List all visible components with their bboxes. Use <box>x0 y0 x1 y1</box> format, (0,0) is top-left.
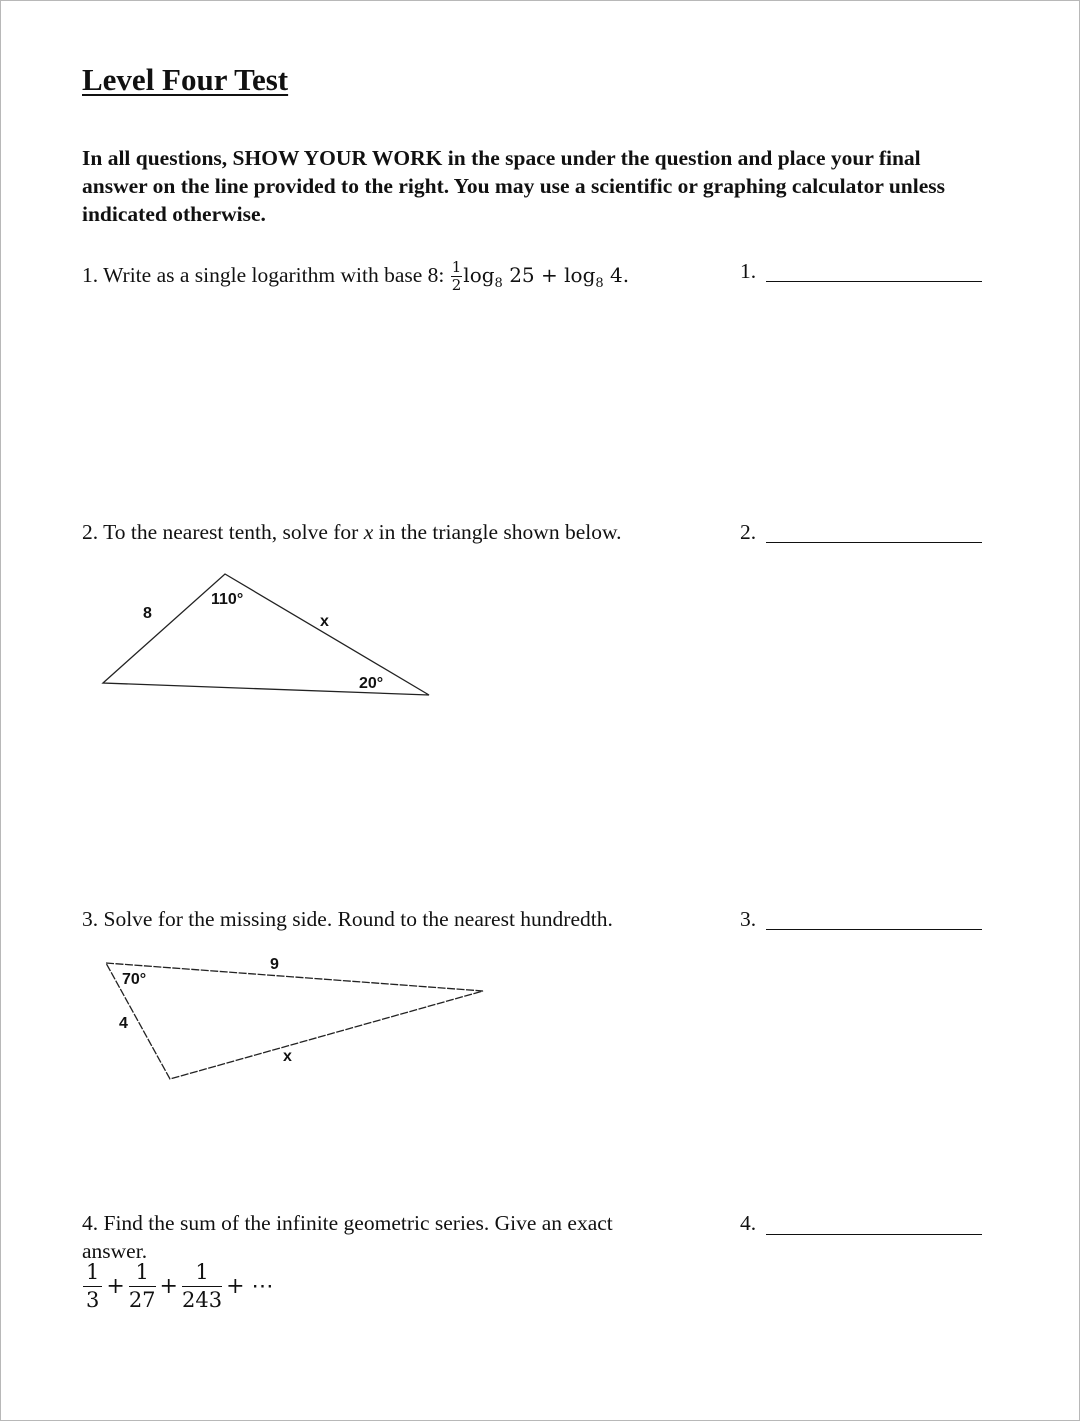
side-label-8: 8 <box>143 605 152 622</box>
side-label-4: 4 <box>119 1015 128 1032</box>
fraction-numerator: 1 <box>451 258 462 276</box>
term-numerator: 1 <box>83 1262 102 1287</box>
variable-x: x <box>363 520 374 544</box>
angle-label-70: 70° <box>122 971 147 988</box>
triangle-figure-q2 <box>95 565 440 705</box>
triangle-outline <box>106 963 483 1079</box>
triangle-figure-q3 <box>100 955 490 1090</box>
page-title: Level Four Test <box>82 62 289 97</box>
question-2-prompt: 2. To the nearest tenth, solve for <box>82 520 359 544</box>
answer-line-4[interactable] <box>766 1234 982 1235</box>
answer-line-1[interactable] <box>766 281 982 282</box>
answer-label-2 <box>740 518 764 546</box>
term-denominator: 3 <box>86 1288 100 1312</box>
question-1-math <box>450 258 630 294</box>
question-2-text <box>82 518 621 546</box>
side-label-x: x <box>320 613 329 630</box>
question-3-text: 3. Solve for the missing side. Round to the nearest hundredth. <box>82 907 613 931</box>
series-term-1 <box>83 1262 102 1311</box>
fraction-denominator: 2 <box>451 276 462 294</box>
plus-sign: + <box>106 1274 125 1299</box>
answer-number: 2. <box>740 520 757 544</box>
series-term-2 <box>129 1262 156 1311</box>
answer-line-2[interactable] <box>766 542 982 543</box>
side-label-9: 9 <box>270 956 279 973</box>
geometric-series <box>82 1262 277 1311</box>
term-numerator: 1 <box>129 1262 156 1287</box>
answer-number: 1. <box>740 259 757 283</box>
log-argument: 25 <box>509 263 535 287</box>
question-2-prompt-end: in the triangle shown below. <box>378 520 622 544</box>
log-argument: 4. <box>610 263 630 287</box>
term-denominator: 27 <box>128 1288 156 1312</box>
series-term-3 <box>182 1262 222 1311</box>
log-term: log <box>564 263 596 287</box>
question-4-text-line1: 4. Find the sum of the infinite geometric series. Give an exact <box>82 1211 613 1235</box>
instructions: In all questions, SHOW YOUR WORK in the space under the question and place your final answer on the line provided to the right. You may use a scientific or graphing calculator unless indicated otherwise. <box>82 146 946 226</box>
answer-number: 4. <box>740 1211 757 1235</box>
side-label-x: x <box>283 1048 292 1065</box>
question-4-text-line2: answer. <box>82 1239 148 1263</box>
log-term: log <box>463 263 495 287</box>
series-ellipsis: + ⋯ <box>226 1274 274 1299</box>
answer-line-3[interactable] <box>766 929 982 930</box>
answer-label-4 <box>740 1209 764 1237</box>
answer-number: 3. <box>740 907 757 931</box>
plus-sign: + <box>159 1274 178 1299</box>
term-numerator: 1 <box>182 1262 222 1287</box>
question-1-fraction <box>451 260 463 293</box>
term-denominator: 243 <box>181 1288 223 1312</box>
angle-label-20: 20° <box>359 675 384 692</box>
log-base: 8 <box>494 276 503 291</box>
answer-label-1 <box>740 257 764 285</box>
question-1-text <box>82 260 629 293</box>
question-1-prompt: 1. Write as a single logarithm with base 8: <box>82 263 445 287</box>
log-base: 8 <box>595 276 604 291</box>
angle-label-110: 110° <box>211 591 244 608</box>
answer-label-3 <box>740 905 764 933</box>
plus-sign: + <box>541 263 558 287</box>
